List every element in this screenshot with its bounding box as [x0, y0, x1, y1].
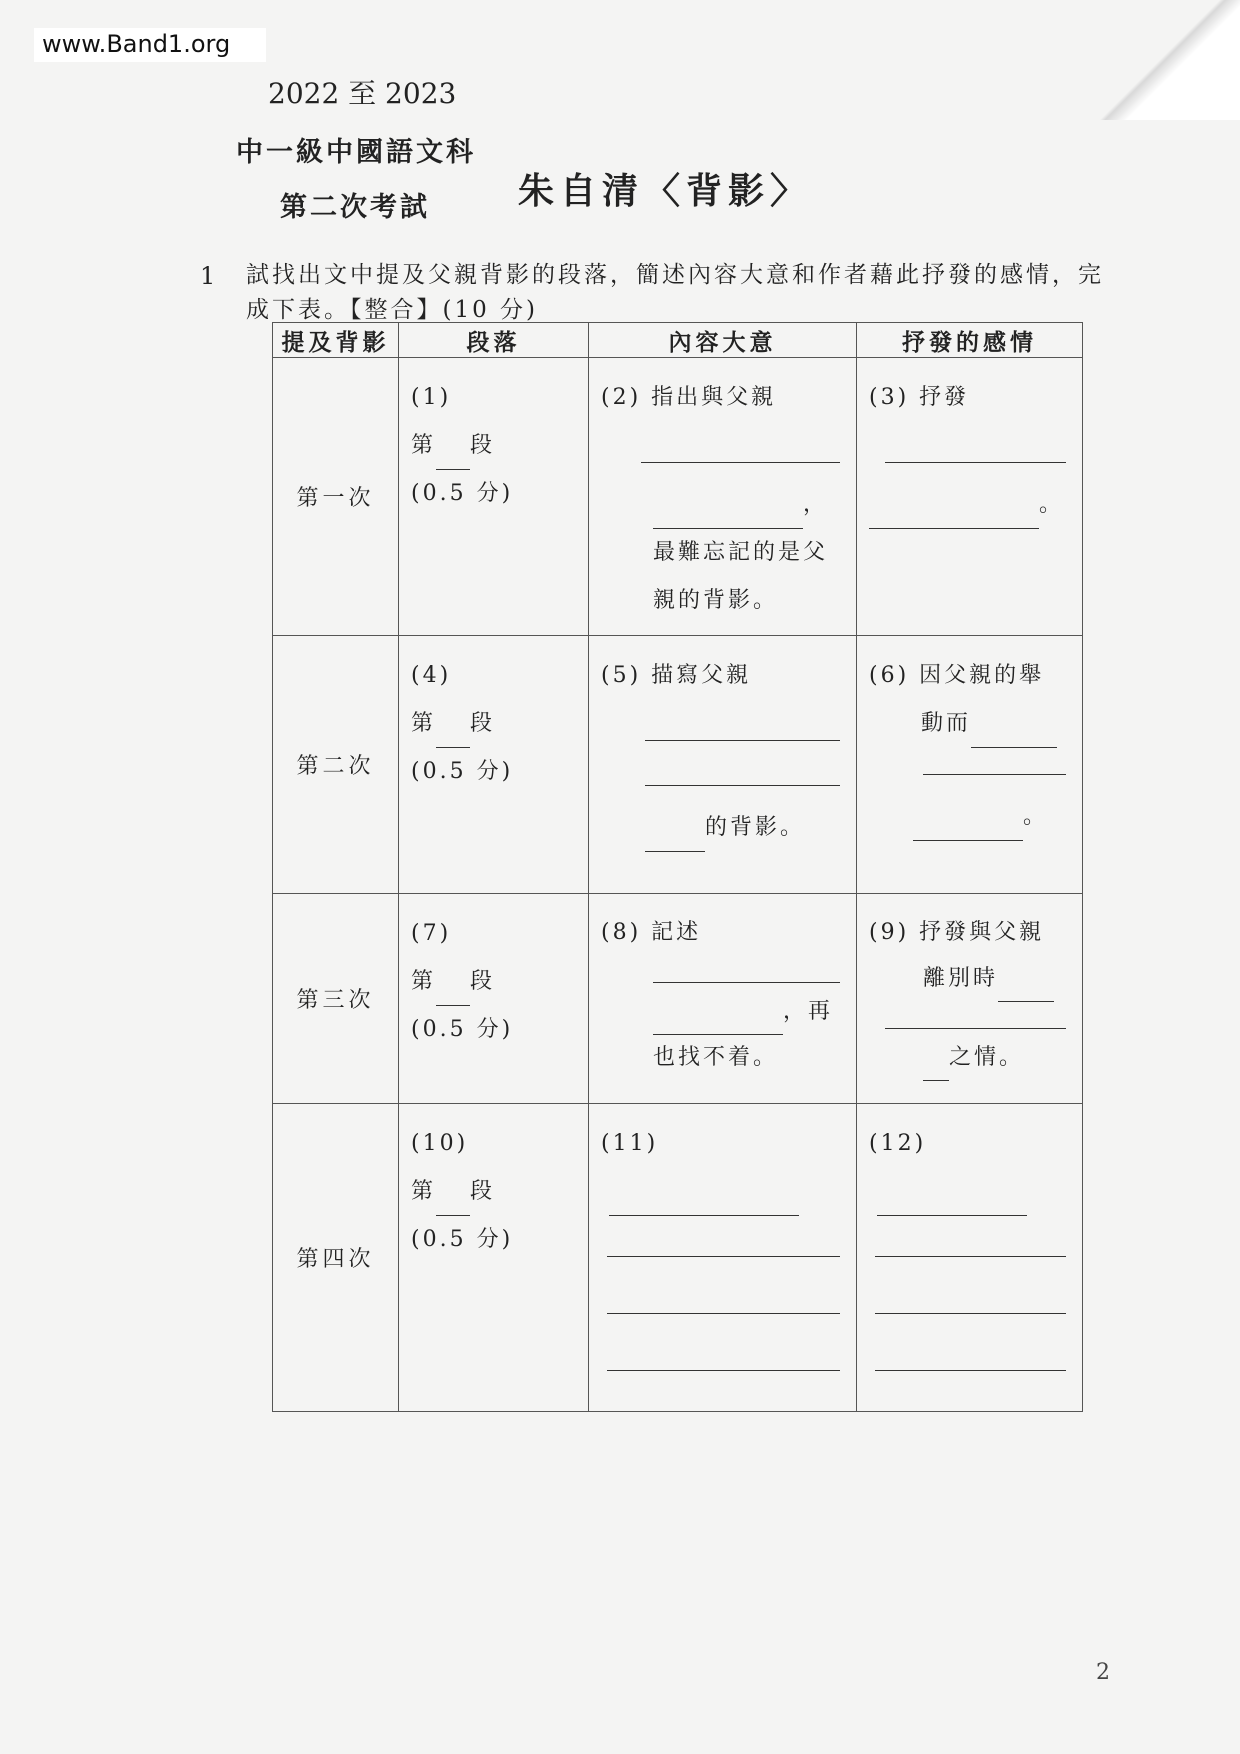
table-row: [273, 636, 1083, 894]
question-number: 1: [200, 262, 216, 290]
answer-line[interactable]: [645, 714, 840, 741]
paragraph-cell: (7) 第 段 (0.5 分): [399, 894, 589, 1104]
answer-line[interactable]: [645, 759, 840, 786]
answer-line[interactable]: [877, 1187, 1027, 1216]
answer-line[interactable]: [885, 436, 1066, 463]
item-number: (4): [411, 663, 452, 688]
content-cell: (5) 描寫父親 的背影。: [589, 636, 857, 894]
answer-line[interactable]: [607, 1230, 840, 1257]
question-text: 試找出文中提及父親背影的段落，簡述內容大意和作者藉此抒發的感情，完成下表。【整合】(10 分): [246, 262, 1104, 323]
answer-line[interactable]: [869, 500, 1039, 529]
answer-line[interactable]: [653, 956, 840, 983]
answer-line[interactable]: [998, 973, 1054, 1002]
answer-line[interactable]: [875, 1287, 1066, 1314]
header-mention: 提及背影: [273, 323, 399, 358]
watermark: www.Band1.org: [34, 28, 266, 62]
lesson-title: 朱自清〈背影〉: [518, 170, 813, 212]
answer-table: [272, 322, 1083, 1412]
table-row: [273, 894, 1083, 1104]
answer-line[interactable]: [913, 812, 1023, 841]
paragraph-cell: (10) 第 段 (0.5 分): [399, 1104, 589, 1412]
table-row: [273, 1104, 1083, 1412]
answer-line[interactable]: [641, 436, 840, 463]
paragraph-blank[interactable]: [436, 1187, 470, 1216]
item-number: (7): [411, 921, 452, 946]
row-label: 第二次: [273, 636, 399, 894]
paragraph-blank[interactable]: [436, 719, 470, 748]
row-label: 第三次: [273, 894, 399, 1104]
row-label: 第四次: [273, 1104, 399, 1412]
answer-line[interactable]: [875, 1230, 1066, 1257]
subject-title: 中一級中國語文科: [236, 137, 476, 168]
answer-line[interactable]: [607, 1344, 840, 1371]
answer-line[interactable]: [607, 1287, 840, 1314]
feeling-cell: (6) 因父親的舉 動而 。: [857, 636, 1083, 894]
feeling-cell: (12): [857, 1104, 1083, 1412]
table-header-row: [273, 323, 1083, 358]
answer-line[interactable]: [971, 719, 1057, 748]
answer-line[interactable]: [923, 1052, 949, 1081]
feeling-cell: (3) 抒發 。: [857, 358, 1083, 636]
feeling-cell: (9) 抒發與父親 離別時 之情。: [857, 894, 1083, 1104]
answer-line[interactable]: [885, 1002, 1066, 1029]
answer-line[interactable]: [653, 500, 803, 529]
header-feeling: 抒發的感情: [857, 323, 1083, 358]
answer-line[interactable]: [923, 748, 1066, 775]
score: (0.5 分): [411, 759, 514, 784]
table-row: [273, 358, 1083, 636]
header-paragraph: 段落: [399, 323, 589, 358]
answer-line[interactable]: [875, 1344, 1066, 1371]
answer-line[interactable]: [653, 1006, 783, 1035]
paragraph-cell: (1) 第 段 (0.5 分): [399, 358, 589, 636]
page-corner-fold: [1090, 0, 1240, 120]
answer-line[interactable]: [645, 823, 705, 852]
paragraph-blank[interactable]: [436, 441, 470, 470]
answer-line[interactable]: [609, 1187, 799, 1216]
item-number: (1): [411, 385, 452, 410]
header-content: 內容大意: [589, 323, 857, 358]
school-year: 2022 至 2023: [268, 77, 457, 110]
page-number: 2: [1096, 1660, 1110, 1685]
paragraph-cell: (4) 第 段 (0.5 分): [399, 636, 589, 894]
paragraph-blank[interactable]: [436, 977, 470, 1006]
row-label: 第一次: [273, 358, 399, 636]
item-number: (10): [411, 1131, 469, 1156]
content-cell: (8) 記述 ，再 也找不着。: [589, 894, 857, 1104]
content-cell: (2) 指出與父親 ， 最難忘記的是父 親的背影。: [589, 358, 857, 636]
content-cell: (11): [589, 1104, 857, 1412]
score: (0.5 分): [411, 481, 514, 506]
exam-title: 第二次考試: [280, 192, 430, 223]
score: (0.5 分): [411, 1017, 514, 1042]
score: (0.5 分): [411, 1227, 514, 1252]
